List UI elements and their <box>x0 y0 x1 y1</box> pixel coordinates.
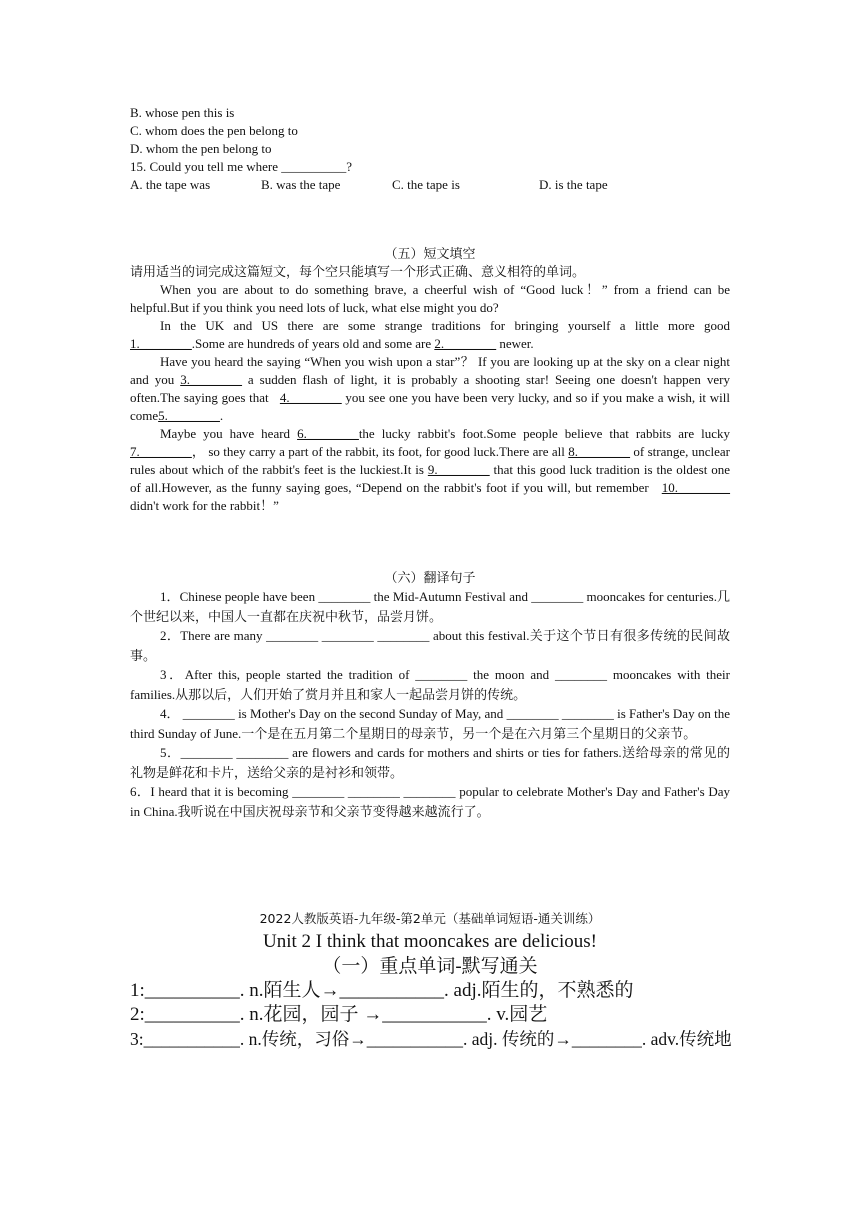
p2-text-c: newer. <box>496 336 534 351</box>
p3-text-a: Have you heard the saying “When you wish upon a star”？ If you are looking up at the sky on a clear night and you <box>130 354 730 387</box>
translation-5: 5．________ ________ are flowers and cards for mothers and shirts or ties for fathers.送给母亲的常见的礼物是鲜花和卡片，送给父亲的是衬衫和领带。 <box>130 745 730 780</box>
blank-4: 4.________ <box>279 390 342 405</box>
section5-paragraph-1: When you are about to do something brave, a cheerful wish of “Good luck！” from a friend can be helpful.But if you think you need lots of luck, what else might you do? <box>130 282 730 315</box>
p3-text-b: a sudden flash of light, it is probably a shooting star! Seeing one doesn't happen very often.The saying goes that <box>130 372 730 405</box>
section5-paragraph-2 <box>130 317 730 353</box>
p4-text-a: Maybe you have heard <box>160 426 291 441</box>
blank-7: 7.________ <box>130 444 192 459</box>
q15-option-d: D. is the tape <box>539 177 608 192</box>
section5-instruction: 请用适当的词完成这篇短文，每个空只能填写一个形式正确、意义相符的单词。 <box>130 264 586 279</box>
p3-text-c: you see one you have been very lucky, and so if you make a wish, it will come <box>130 390 731 423</box>
section6-title: （六）翻译句子 <box>384 570 476 585</box>
p4-text-f: didn't work for the rabbit！” <box>130 498 279 513</box>
unit-header: 2022人教版英语-九年级-第2单元（基础单词短语-通关训练） <box>259 911 601 926</box>
document-page <box>130 104 730 1051</box>
unit-subtitle: （一）重点单词-默写通关 <box>322 956 538 977</box>
p4-text-b: the lucky rabbit's foot.Some people believe that rabbits are lucky <box>358 426 731 441</box>
section5-title: （五）短文填空 <box>384 246 476 261</box>
blank-8: 8.________ <box>568 444 631 459</box>
translation-4: 4． ________ is Mother's Day on the second Sunday of May, and ________ ________ is Father's Day on the third Sunday of June.一个是在五月第二个星期日的母亲节，另一个是在六月第三个星期日的父亲节。 <box>130 706 730 741</box>
unit-title: Unit 2 I think that mooncakes are delicious! <box>263 931 597 952</box>
section5-paragraph-3 <box>130 353 730 425</box>
mc-option-d: D. whom the pen belong to <box>130 141 272 156</box>
blank-5: 5.________ <box>158 408 220 423</box>
question-15: 15. Could you tell me where __________? <box>130 159 353 174</box>
question-15-options <box>130 176 730 194</box>
p4-text-d: of strange, unclear rules about which of the rabbit's feet is the luckiest.It is <box>130 444 730 477</box>
q15-option-c: C. the tape is <box>392 177 460 192</box>
word-item-2: 2:__________. n.花园，园子 →___________. v.园艺 <box>130 1004 548 1025</box>
p3-text-d: . <box>219 408 224 423</box>
blank-10: 10.________ <box>661 480 730 495</box>
q15-option-b: B. was the tape <box>261 177 341 192</box>
section5-paragraph-4 <box>130 425 730 515</box>
word-item-3: 3:___________. n.传统，习俗→___________. adj. 传统的→________. adv.传统地 <box>130 1029 732 1049</box>
translation-3: 3．After this, people started the tradition of ________ the moon and ________ mooncakes with their families.从那以后，人们开始了赏月并且和家人一起品尝月饼的传统。 <box>130 667 730 702</box>
word-item-1: 1:__________. n.陌生人→___________. adj.陌生的，不熟悉的 <box>130 980 634 1001</box>
q15-option-a: A. the tape was <box>130 177 211 192</box>
p4-text-e: that this good luck tradition is the oldest one of all.However, as the funny saying goes, “Depend on the rabbit's foot if you will, but remember <box>130 462 731 495</box>
blank-2: 2.________ <box>434 336 497 351</box>
translation-1: 1．Chinese people have been ________ the Mid-Autumn Festival and ________ mooncakes for centuries.几个世纪以来，中国人一直都在庆祝中秋节，品尝月饼。 <box>130 589 730 624</box>
mc-option-c: C. whom does the pen belong to <box>130 123 298 138</box>
p2-text-a: In the UK and US there are some strange traditions for bringing yourself a little more good <box>160 318 730 333</box>
translation-6: 6．I heard that it is becoming ________ ________ ________ popular to celebrate Mother's Day and Father's Day in China.我听说在中国庆祝母亲节和父亲节变得越来越流行了。 <box>130 784 730 819</box>
blank-3: 3.________ <box>180 372 242 387</box>
blank-6: 6.________ <box>297 426 359 441</box>
blank-1: 1.________ <box>130 336 192 351</box>
blank-9: 9.________ <box>427 462 490 477</box>
p4-text-c: ， so they carry a part of the rabbit, its foot, for good luck.There are all <box>191 444 565 459</box>
translation-2: 2．There are many ________ ________ ________ about this festival.关于这个节日有很多传统的民间故事。 <box>130 628 730 663</box>
mc-option-b: B. whose pen this is <box>130 105 235 120</box>
p2-text-b: .Some are hundreds of years old and some are <box>191 336 432 351</box>
